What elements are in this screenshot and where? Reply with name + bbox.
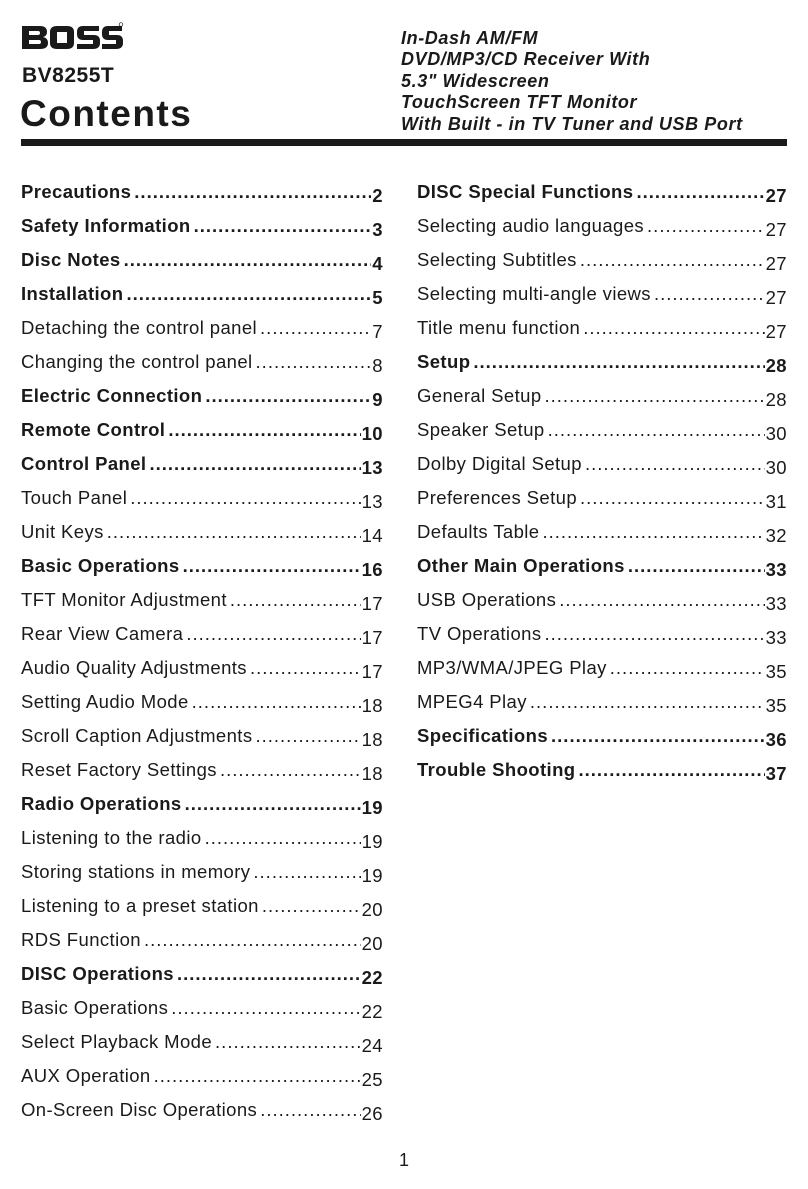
toc-entry-title: Preferences Setup	[417, 487, 578, 508]
toc-entry-page: 30	[765, 457, 787, 478]
toc-entry-page: 9	[372, 389, 383, 410]
toc-entry	[417, 211, 787, 245]
toc-entry	[21, 279, 383, 313]
toc-entry	[417, 721, 787, 755]
toc-entry	[417, 653, 787, 687]
toc-entry-title: TV Operations	[417, 623, 542, 644]
toc-entry-page: 8	[372, 355, 383, 376]
toc-entry-page: 33	[765, 559, 787, 580]
toc-entry	[21, 585, 383, 619]
toc-entry-title: Disc Notes	[21, 249, 121, 270]
toc-entry-title: Selecting audio languages	[417, 215, 645, 236]
dot-leader	[545, 381, 765, 411]
dot-leader	[256, 347, 372, 377]
product-line: DVD/MP3/CD Receiver With	[401, 49, 651, 70]
dot-leader	[154, 1061, 361, 1091]
toc-entry	[21, 347, 383, 381]
toc-entry	[21, 415, 383, 449]
toc-entry	[417, 245, 787, 279]
dot-leader	[107, 517, 361, 547]
dot-leader	[636, 177, 764, 207]
toc-entry	[21, 789, 383, 823]
toc-entry-page: 28	[765, 389, 787, 410]
dot-leader	[230, 585, 361, 615]
toc-entry	[21, 653, 383, 687]
boss-logo-icon	[22, 22, 124, 52]
toc-entry-title: Remote Control	[21, 419, 166, 440]
toc-entry	[21, 993, 383, 1027]
toc-entry	[417, 177, 787, 211]
toc-entry-title: Selecting multi-angle views	[417, 283, 651, 304]
dot-leader	[580, 483, 765, 513]
toc-entry-title: AUX Operation	[21, 1065, 151, 1086]
toc-entry-title: Other Main Operations	[417, 555, 625, 576]
toc-entry-page: 32	[765, 525, 787, 546]
toc-entry	[417, 449, 787, 483]
boss-logo	[22, 22, 124, 52]
toc-entry-title: Detaching the control panel	[21, 317, 258, 338]
toc-entry	[21, 483, 383, 517]
toc-entry-title: Specifications	[417, 725, 549, 746]
dot-leader	[149, 449, 360, 479]
toc-entry-page: 20	[361, 899, 383, 920]
dot-leader	[262, 891, 361, 921]
toc-entry-title: Speaker Setup	[417, 419, 545, 440]
toc-entry-title: Changing the control panel	[21, 351, 253, 372]
toc-entry-page: 17	[361, 661, 383, 682]
toc-entry	[21, 517, 383, 551]
dot-leader	[530, 687, 765, 717]
dot-leader	[559, 585, 764, 615]
model-number: BV8255T	[22, 64, 115, 87]
toc-entry	[21, 891, 383, 925]
toc-entry-page: 19	[361, 865, 383, 886]
toc-entry-page: 19	[361, 831, 383, 852]
toc-entry-page: 10	[361, 423, 383, 444]
product-line: With Built - in TV Tuner and USB Port	[401, 113, 743, 134]
toc-entry	[21, 313, 383, 347]
page-number: 1	[398, 1150, 409, 1170]
toc-entry-page: 35	[765, 661, 787, 682]
toc-entry-title: Precautions	[21, 181, 132, 202]
toc-entry	[21, 1027, 383, 1061]
toc-entry-page: 30	[765, 423, 787, 444]
toc-entry-page: 24	[361, 1035, 383, 1056]
toc-entry-page: 37	[765, 763, 787, 784]
toc-entry	[417, 619, 787, 653]
toc-entry	[21, 857, 383, 891]
toc-entry-title: Rear View Camera	[21, 623, 184, 644]
toc-entry-title: Listening to a preset station	[21, 895, 259, 916]
toc-entry-page: 16	[361, 559, 383, 580]
toc-entry-page: 5	[372, 287, 383, 308]
toc-entry-title: MP3/WMA/JPEG Play	[417, 657, 607, 678]
toc-entry-page: 33	[765, 593, 787, 614]
dot-leader	[192, 687, 361, 717]
dot-leader	[585, 449, 765, 479]
dot-leader	[183, 551, 361, 581]
toc-entry-page: 36	[765, 729, 787, 750]
toc-entry-title: Trouble Shooting	[417, 759, 576, 780]
toc-entry	[417, 313, 787, 347]
dot-leader	[610, 653, 765, 683]
toc-entry-title: RDS Function	[21, 929, 141, 950]
toc-entry-title: TFT Monitor Adjustment	[21, 589, 227, 610]
toc-entry-title: Title menu function	[417, 317, 581, 338]
toc-entry-title: USB Operations	[417, 589, 557, 610]
toc-entry-page: 17	[361, 627, 383, 648]
toc-entry-title: Setting Audio Mode	[21, 691, 189, 712]
dot-leader	[548, 415, 765, 445]
toc-entry-title: DISC Operations	[21, 963, 174, 984]
product-line: TouchScreen TFT Monitor	[401, 92, 638, 113]
toc-entry-page: 17	[361, 593, 383, 614]
dot-leader	[628, 551, 765, 581]
toc-entry	[21, 687, 383, 721]
toc-entry-page: 31	[765, 491, 787, 512]
toc-entry-page: 14	[361, 525, 383, 546]
toc-entry	[417, 347, 787, 381]
toc-entry-title: Radio Operations	[21, 793, 182, 814]
dot-leader	[177, 959, 361, 989]
toc-entry-page: 25	[361, 1069, 383, 1090]
dot-leader	[543, 517, 765, 547]
toc-entry-page: 13	[361, 457, 383, 478]
dot-leader	[126, 279, 371, 309]
toc-entry-page: 27	[765, 287, 787, 308]
toc-entry	[21, 381, 383, 415]
dot-leader	[124, 245, 372, 275]
dot-leader	[168, 415, 360, 445]
toc-entry-page: 35	[765, 695, 787, 716]
toc-entry-title: Listening to the radio	[21, 827, 202, 848]
dot-leader	[473, 347, 764, 377]
toc-entry-page: 2	[372, 185, 383, 206]
dot-leader	[253, 857, 360, 887]
toc-entry-title: Touch Panel	[21, 487, 128, 508]
dot-leader	[194, 211, 372, 241]
dot-leader	[583, 313, 764, 343]
toc-entry-title: Reset Factory Settings	[21, 759, 217, 780]
toc-entry-page: 33	[765, 627, 787, 648]
toc-entry	[417, 687, 787, 721]
toc-entry	[417, 415, 787, 449]
toc-entry-title: MPEG4 Play	[417, 691, 527, 712]
dot-leader	[654, 279, 765, 309]
dot-leader	[580, 245, 765, 275]
product-line: In-Dash AM/FM	[401, 28, 539, 48]
toc-entry	[21, 245, 383, 279]
toc-entry-title: Scroll Caption Adjustments	[21, 725, 253, 746]
toc-entry-title: Defaults Table	[417, 521, 540, 542]
toc-entry-page: 28	[765, 355, 787, 376]
toc-entry-page: 4	[372, 253, 383, 274]
toc-entry-page: 13	[361, 491, 383, 512]
toc-entry	[21, 925, 383, 959]
dot-leader	[205, 381, 371, 411]
dot-leader	[171, 993, 360, 1023]
toc-entry	[21, 449, 383, 483]
dot-leader	[579, 755, 765, 785]
toc-entry	[417, 381, 787, 415]
dot-leader	[255, 721, 360, 751]
toc-entry	[417, 483, 787, 517]
dot-leader	[134, 177, 371, 207]
dot-leader	[551, 721, 765, 751]
toc-entry-title: Installation	[21, 283, 124, 304]
toc-entry-page: 20	[361, 933, 383, 954]
toc-entry	[21, 211, 383, 245]
toc-entry-title: General Setup	[417, 385, 542, 406]
dot-leader	[250, 653, 361, 683]
dot-leader	[260, 313, 371, 343]
toc-entry-page: 27	[765, 253, 787, 274]
product-description	[401, 28, 743, 135]
toc-entry-page: 27	[765, 321, 787, 342]
dot-leader	[220, 755, 361, 785]
toc-entry-page: 18	[361, 695, 383, 716]
toc-entry-title: Audio Quality Adjustments	[21, 657, 247, 678]
toc-entry-title: Select Playback Mode	[21, 1031, 213, 1052]
toc-entry	[21, 1095, 383, 1129]
toc-entry	[417, 755, 787, 789]
toc-entry-page: 18	[361, 729, 383, 750]
toc-entry	[21, 959, 383, 993]
toc-entry	[417, 551, 787, 585]
toc-entry	[21, 177, 383, 211]
toc-entry	[417, 585, 787, 619]
toc-entry-title: Electric Connection	[21, 385, 203, 406]
toc-entry	[21, 619, 383, 653]
toc-entry-page: 27	[765, 185, 787, 206]
product-line: 5.3" Widescreen	[401, 70, 550, 91]
toc-entry-title: Dolby Digital Setup	[417, 453, 582, 474]
dot-leader	[544, 619, 764, 649]
toc-entry-page: 7	[372, 321, 383, 342]
toc-entry-title: Basic Operations	[21, 555, 180, 576]
header-divider	[21, 139, 787, 146]
toc-entry-page: 27	[765, 219, 787, 240]
dot-leader	[130, 483, 360, 513]
toc-entry-page: 26	[361, 1103, 383, 1124]
toc-entry	[417, 279, 787, 313]
toc-entry	[21, 721, 383, 755]
dot-leader	[186, 619, 360, 649]
toc-left-column	[21, 177, 383, 1129]
toc-entry	[21, 823, 383, 857]
toc-entry-title: Unit Keys	[21, 521, 104, 542]
toc-entry-title: Safety Information	[21, 215, 191, 236]
dot-leader	[205, 823, 361, 853]
page-title: Contents	[20, 93, 193, 134]
toc-entry-page: 3	[372, 219, 383, 240]
toc-entry-page: 22	[361, 967, 383, 988]
toc-entry-title: Setup	[417, 351, 471, 372]
dot-leader	[215, 1027, 361, 1057]
toc-entry	[21, 755, 383, 789]
toc-entry-title: Basic Operations	[21, 997, 169, 1018]
toc-entry-title: Storing stations in memory	[21, 861, 251, 882]
toc-entry-title: Control Panel	[21, 453, 147, 474]
toc-entry	[21, 551, 383, 585]
toc-entry-title: On-Screen Disc Operations	[21, 1099, 258, 1120]
toc-entry-page: 18	[361, 763, 383, 784]
dot-leader	[647, 211, 765, 241]
toc-entry-page: 19	[361, 797, 383, 818]
toc-entry-title: DISC Special Functions	[417, 181, 634, 202]
toc-right-column	[417, 177, 787, 789]
toc-entry-page: 22	[361, 1001, 383, 1022]
toc-entry-title: Selecting Subtitles	[417, 249, 577, 270]
toc-entry	[417, 517, 787, 551]
dot-leader	[185, 789, 361, 819]
dot-leader	[260, 1095, 360, 1125]
toc-entry	[21, 1061, 383, 1095]
dot-leader	[144, 925, 361, 955]
